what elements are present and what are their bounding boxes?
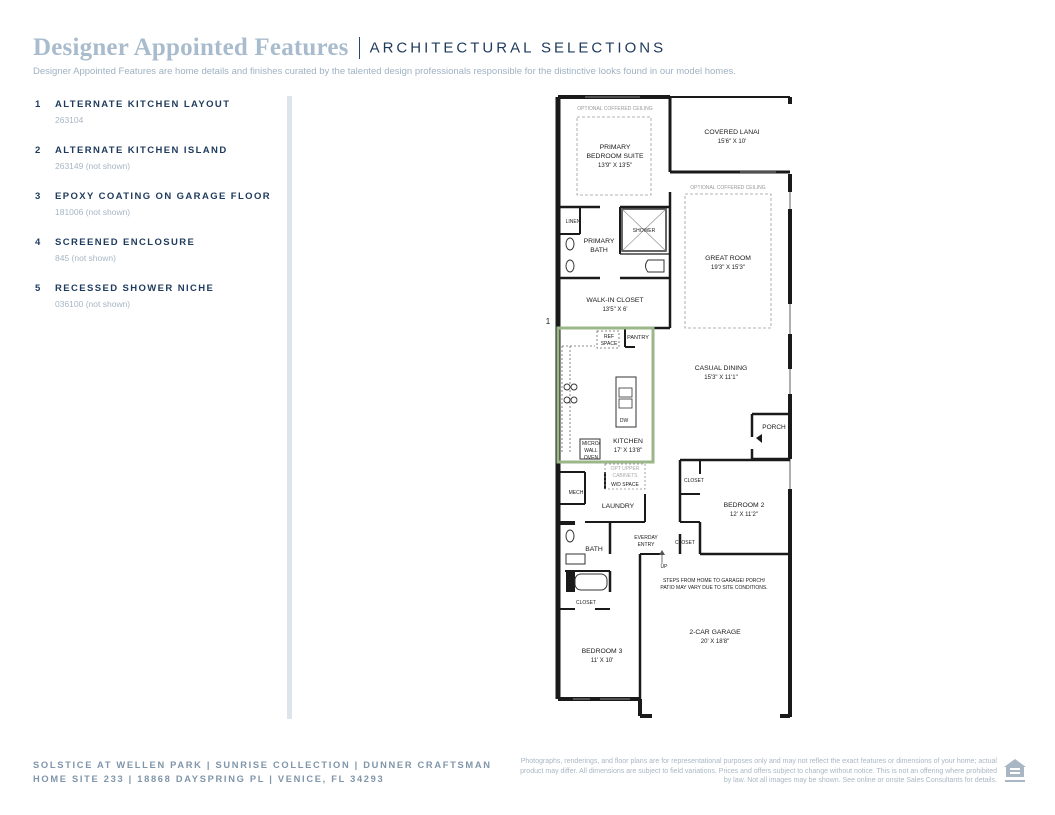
island-sink	[619, 388, 632, 397]
sink-icon	[566, 260, 574, 272]
room-label: CLOSET	[683, 478, 705, 484]
feature-number: 1	[35, 99, 42, 110]
page-title: Designer Appointed Features	[33, 34, 349, 61]
room-label: WALL	[584, 448, 598, 454]
feature-list	[35, 99, 275, 329]
room-label: SPACE	[600, 341, 618, 347]
room-dimension: 13'5" X 6'	[602, 307, 628, 313]
island-sink	[619, 399, 632, 408]
footer-disclaimer: Photographs, renderings, and floor plans are for representational purposes only and may not reflect the exact features or dimensions of your home; actual product may differ. All dimensions are subject to field variations. Prices and offers subject to change without notice. This is not an offering where prohibited by law. Not all images may be shown. See online or onsite Sales Consultants for details.	[520, 758, 997, 785]
feature-number: 3	[35, 191, 42, 202]
feature-name: EPOXY COATING ON GARAGE FLOOR	[55, 191, 272, 202]
room-label: BATH	[590, 247, 608, 254]
feature-item	[35, 283, 275, 329]
room-dimension: 19'3" X 15'3"	[711, 265, 745, 271]
room-label: OPT UPPER	[610, 466, 640, 472]
room-label: SHOWER	[632, 228, 656, 234]
feature-code: 181006 (not shown)	[55, 207, 131, 217]
feature-code: 845 (not shown)	[55, 253, 116, 263]
room-label: BEDROOM SUITE	[586, 153, 644, 160]
room-label: WALK-IN CLOSET	[586, 297, 644, 304]
coffered-note: OPTIONAL COFFERED CEILING	[690, 185, 766, 191]
bathtub-icon	[575, 574, 607, 590]
room-label: MECH	[568, 490, 584, 496]
feature-name: ALTERNATE KITCHEN ISLAND	[55, 145, 228, 156]
callout-number: 1	[545, 317, 551, 326]
room-dimension: 13'9" X 13'5"	[598, 163, 632, 169]
page-description: Designer Appointed Features are home details and finishes curated by the talented design professionals responsible for the distinctive looks found in our model homes.	[33, 66, 736, 77]
feature-name: SCREENED ENCLOSURE	[55, 237, 196, 248]
cooktop-icon	[564, 384, 577, 403]
room-label: BEDROOM 2	[723, 502, 765, 509]
room-dimension: 15'3" X 11'1"	[704, 375, 738, 381]
porch-entry-arrow	[756, 434, 762, 443]
feature-item	[35, 191, 275, 237]
footer-community: SOLSTICE AT WELLEN PARK | SUNRISE COLLECTION | DUNNER CRAFTSMAN	[33, 760, 492, 770]
coffered-note: OPTIONAL COFFERED CEILING	[577, 106, 653, 112]
up-arrow-icon	[659, 550, 665, 555]
room-label: BATH	[585, 546, 603, 553]
room-label: LAUNDRY	[601, 503, 635, 510]
room-dimension: 11' X 10'	[590, 658, 614, 664]
kitchen-counter	[562, 346, 595, 454]
room-dimension: 15'6" X 10'	[717, 139, 747, 145]
room-label: CABINETS	[612, 473, 638, 479]
room-label: LINEN	[565, 219, 581, 225]
room-label: CLOSET	[575, 600, 597, 606]
feature-code: 263149 (not shown)	[55, 161, 131, 171]
feature-number: 4	[35, 237, 42, 248]
room-label: OVEN	[583, 455, 599, 461]
toilet-icon	[566, 554, 585, 564]
room-label: PRIMARY	[583, 238, 615, 245]
footer-address: HOME SITE 233 | 18868 DAYSPRING PL | VENICE, FL 34293	[33, 774, 385, 784]
page-subtitle: ARCHITECTURAL SELECTIONS	[369, 39, 667, 57]
room-label: COVERED LANAI	[704, 129, 760, 136]
room-label: KITCHEN	[613, 438, 643, 445]
room-label: UP	[660, 564, 668, 570]
feature-item	[35, 237, 275, 283]
room-label: EVERDAY	[634, 535, 658, 541]
toilet-icon	[646, 260, 665, 272]
sink-icon	[566, 530, 574, 542]
room-label: GREAT ROOM	[705, 255, 751, 262]
sink-icon	[566, 238, 574, 250]
feature-name: ALTERNATE KITCHEN LAYOUT	[55, 99, 231, 110]
feature-name: RECESSED SHOWER NICHE	[55, 283, 215, 294]
feature-number: 5	[35, 283, 42, 294]
room-label: W/D SPACE	[611, 482, 639, 488]
room-labels	[546, 106, 786, 664]
steps-note: STEPS FROM HOME TO GARAGE/ PORCH/	[662, 578, 766, 584]
steps-note: PATIO MAY VARY DUE TO SITE CONDITIONS.	[660, 585, 768, 591]
title-divider	[359, 37, 360, 59]
feature-number: 2	[35, 145, 42, 156]
room-label: CLOSET	[674, 540, 696, 546]
room-label: DW	[619, 418, 629, 424]
room-label: REF	[604, 334, 614, 340]
room-label: ENTRY	[637, 542, 655, 548]
room-label: PANTRY	[627, 335, 649, 341]
room-dimension: 17' X 13'8"	[613, 448, 643, 454]
room-dimension: 12' X 11'2"	[730, 512, 758, 518]
divider-bar	[287, 96, 292, 719]
room-label: CASUAL DINING	[694, 365, 748, 372]
room-dimension: 20' X 18'8"	[700, 639, 730, 645]
room-label: PRIMARY	[599, 144, 631, 151]
floor-plan	[540, 94, 810, 724]
tub-wall	[566, 572, 575, 592]
feature-item	[35, 99, 275, 145]
feature-code: 263104	[55, 115, 84, 125]
room-label: MICRO/	[581, 441, 601, 447]
room-label: BEDROOM 3	[581, 648, 623, 655]
equal-housing-icon	[1003, 757, 1027, 785]
room-label: PORCH	[762, 424, 786, 431]
page-header	[33, 34, 666, 62]
room-label: 2-CAR GARAGE	[689, 629, 741, 636]
feature-code: 036100 (not shown)	[55, 299, 131, 309]
feature-item	[35, 145, 275, 191]
